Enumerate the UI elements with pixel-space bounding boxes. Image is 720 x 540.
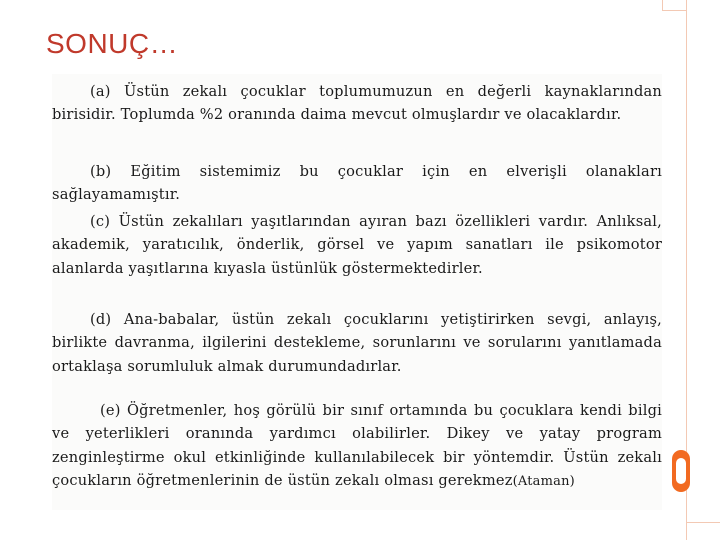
source-citation: (Ataman) [512,473,575,489]
slide-frame-top-decoration [662,0,687,11]
slide-frame-accent-ornament [672,450,690,492]
paragraph-b: (b) Eğitim sistemimiz bu çocuklar için en elverişli olanakları sağlayamamıştır. [52,163,662,204]
paragraph-c: (c) Üstün zekalıları yaşıtlarından ayıran bazı özellikleri vardır. Anlıksal, akademik, yaratıcılık, önderlik, görsel ve yapım sanatları ile psikomotor alanlarda yaşıtlarına kıyasla üstünlük göstermektedirler. [52,213,662,277]
paragraph-a: (a) Üstün zekalı çocuklar toplumumuzun en değerli kaynaklarından birisidir. Toplumda %2 oranında daima mevcut olmuşlardır ve olacaklardır. [52,83,662,124]
paragraph-e [52,399,662,493]
paragraph-d: (d) Ana-babalar, üstün zekalı çocuklarını yetiştirirken sevgi, anlayış, birlikte davranma, ilgilerini destekleme, sorunlarını ve sorularını yanıtlamada ortaklaşa sorumluluk almak durumundadırlar. [52,311,662,375]
paragraph-e-text: (e) Öğretmenler, hoş görülü bir sınıf ortamında bu çocuklara kendi bilgi ve yeterlikleri oranında yardımcı olabilirler. Dikey ve yatay program zenginleştirme okul etkinliğinde kullanılabilecek bir yöntemdir. Üstün zekalı çocukların öğretmenlerinin de üstün zekalı olması gerekmez [52,402,662,489]
slide-title: SONUÇ… [46,28,179,59]
slide-frame-bottom-decoration [686,522,720,523]
scanned-text-excerpt [52,74,662,510]
